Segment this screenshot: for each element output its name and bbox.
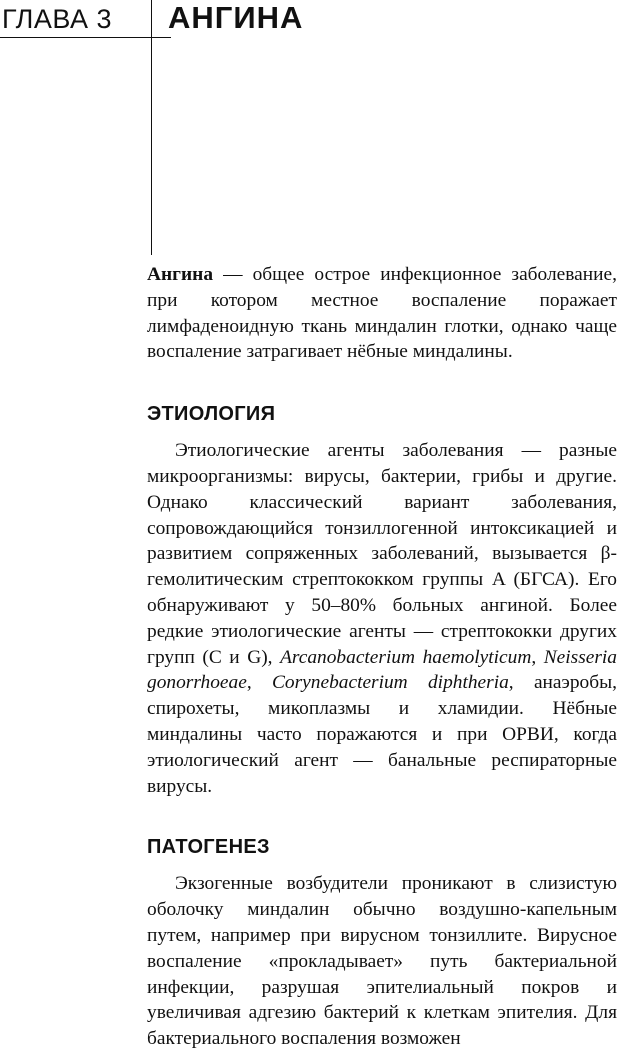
organism-corynebacterium: Corynebacterium diphtheria (271, 672, 509, 694)
header-vertical-rule (151, 0, 152, 255)
intro-term: Ангина (147, 264, 214, 285)
chapter-header (0, 0, 625, 260)
etiology-sep-2: , (246, 672, 272, 694)
etiology-paragraph (147, 438, 617, 799)
intro-text: — общее острое инфекционное заболевание, при котором местное воспаление поражает лимфаденоидную ткань миндалин глотки, однако чаще воспаление затрагивает нёбные миндалины. (147, 264, 617, 363)
chapter-title: АНГИНА (168, 0, 304, 35)
etiology-text-2: , анаэробы, спирохеты, микоплазмы и хламидии. Нёбные миндалины часто поражаются и при ОРВИ, когда этиологический агент — банальные респираторные вирусы. (147, 672, 617, 797)
pathogenesis-heading: ПАТОГЕНЕЗ (147, 836, 270, 859)
pathogenesis-paragraph: Экзогенные возбудители проникают в слизистую оболочку миндалин обычно воздушно-капельным путем, например при вирусном тонзиллите. Вирусное воспаление «прокладывает» путь бактериальной инфекции, разрушая эпителиальный покров и увеличивая адгезию бактерий к клеткам эпителия. Для бактериального воспаления возможен (147, 873, 617, 1050)
chapter-body (147, 262, 617, 1052)
chapter-label: ГЛАВА 3 (2, 4, 112, 34)
intro-paragraph (147, 262, 617, 365)
organism-arcanobacterium: Arcanobacterium haemolyticum (280, 646, 532, 668)
etiology-text-1: Этиологические агенты заболевания — разные микроорганизмы: вирусы, бактерии, грибы и другие. Однако классический вариант заболевания, сопровождающийся тонзиллогенной интоксикацией и развитием сопряженных заболеваний, вызывается β-гемолитическим стрептококком группы A (БГСА). Его обнаруживают у 50–80% больных ангиной. Более редкие этиологические агенты — стрептококки других групп (C и G), (147, 440, 617, 668)
etiology-sep-1: , (531, 646, 544, 668)
header-horizontal-rule (0, 37, 171, 38)
organism-neisseria: Neisseria gonorrhoeae (147, 646, 618, 694)
etiology-heading: ЭТИОЛОГИЯ (147, 403, 276, 426)
